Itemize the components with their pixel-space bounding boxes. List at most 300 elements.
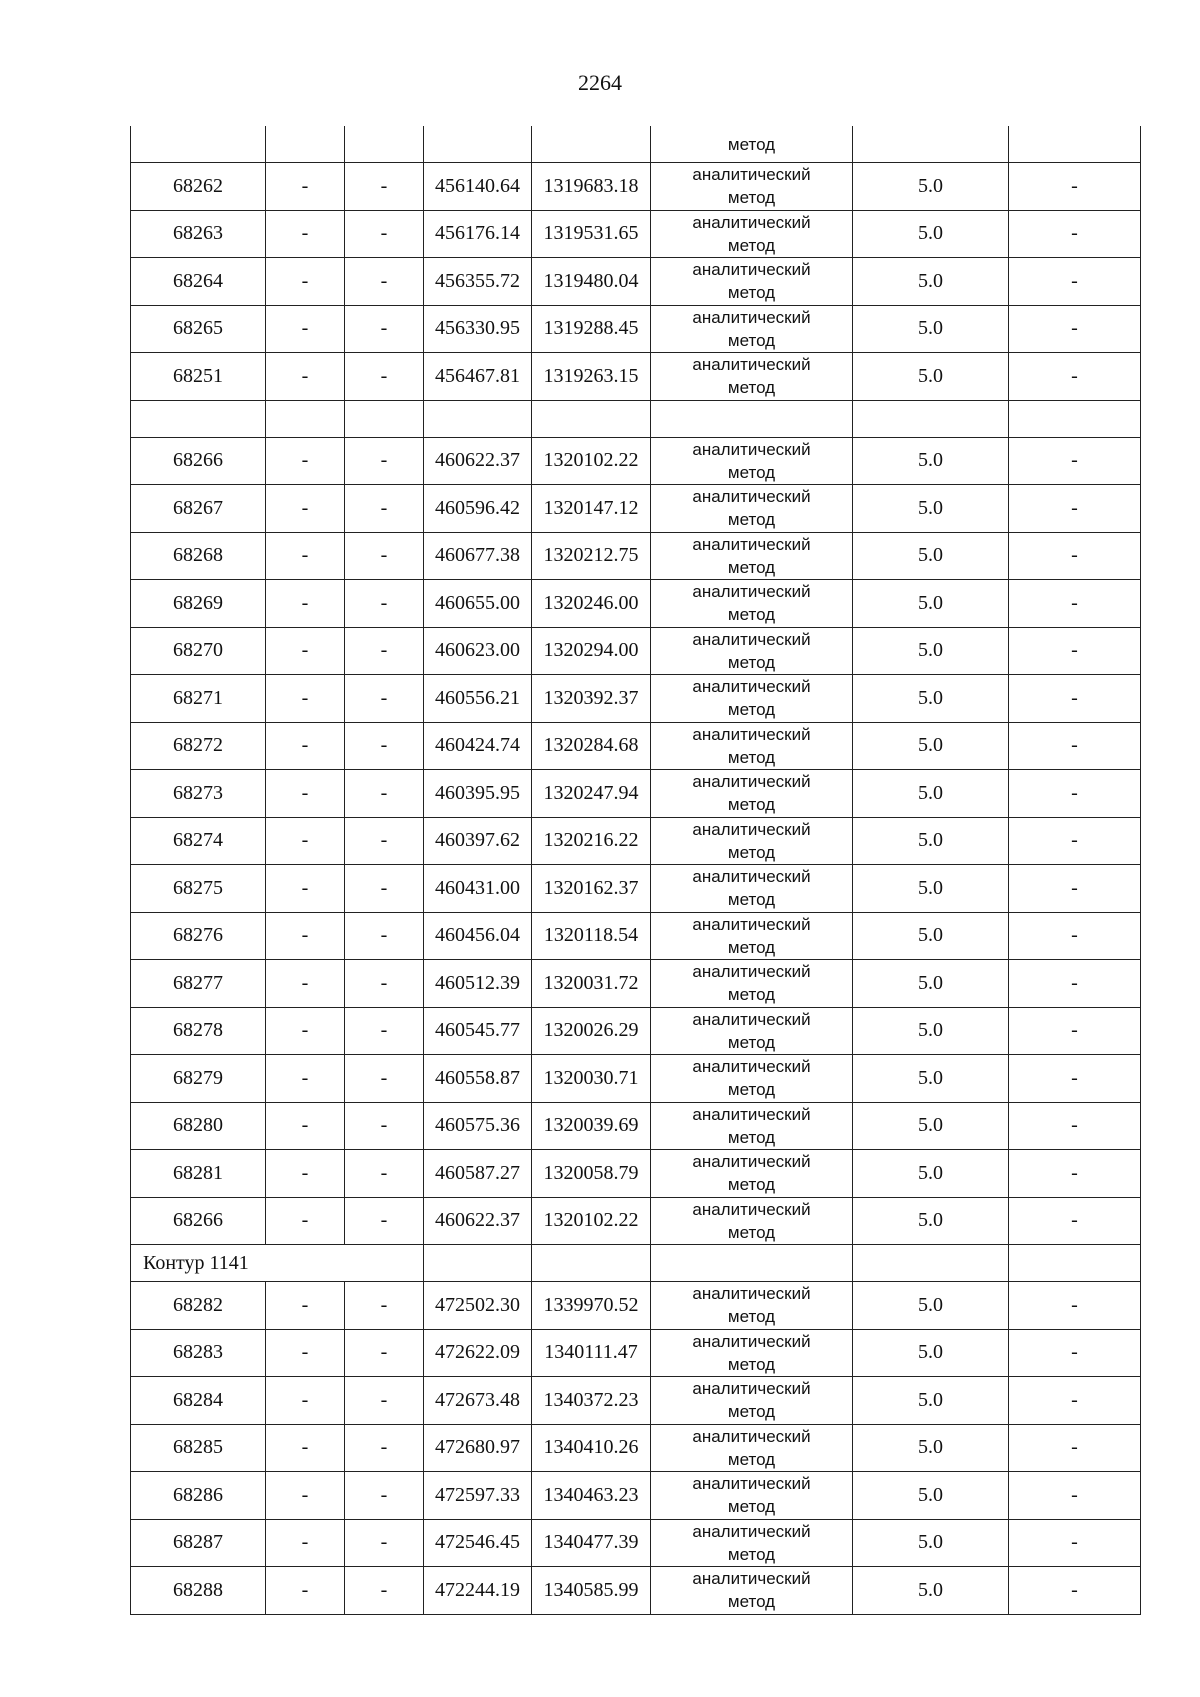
note-cell: - — [1009, 1424, 1141, 1472]
dash-cell: - — [266, 1424, 345, 1472]
x-coordinate-cell: 460512.39 — [424, 960, 532, 1008]
empty-cell — [266, 126, 345, 163]
empty-cell — [1009, 400, 1141, 437]
dash-cell: - — [345, 485, 424, 533]
dash-cell: - — [266, 485, 345, 533]
empty-cell — [345, 400, 424, 437]
method-cell — [651, 485, 853, 533]
method-line-2: метод — [727, 890, 776, 910]
dash-cell: - — [345, 912, 424, 960]
method-line-1: аналитический — [692, 1152, 811, 1172]
table-row — [131, 1329, 1141, 1377]
note-cell: - — [1009, 1197, 1141, 1245]
point-number-cell: 68278 — [131, 1007, 266, 1055]
method-cell — [651, 437, 853, 485]
empty-cell — [651, 1245, 853, 1282]
x-coordinate-cell: 472502.30 — [424, 1282, 532, 1330]
dash-cell: - — [266, 437, 345, 485]
dash-cell: - — [266, 627, 345, 675]
method-cell — [651, 1424, 853, 1472]
dash-cell: - — [266, 1377, 345, 1425]
method-line-2: метод — [727, 747, 776, 767]
table-row — [131, 580, 1141, 628]
dash-cell: - — [345, 1197, 424, 1245]
y-coordinate-cell: 1339970.52 — [532, 1282, 651, 1330]
note-cell: - — [1009, 865, 1141, 913]
dash-cell: - — [266, 960, 345, 1008]
x-coordinate-cell: 456176.14 — [424, 210, 532, 258]
dash-cell: - — [266, 258, 345, 306]
point-number-cell: 68265 — [131, 305, 266, 353]
method-line-1: аналитический — [692, 724, 811, 744]
note-cell: - — [1009, 770, 1141, 818]
x-coordinate-cell: 460596.42 — [424, 485, 532, 533]
empty-cell — [266, 400, 345, 437]
method-line-2: метод — [727, 1032, 776, 1052]
point-number-cell: 68287 — [131, 1519, 266, 1567]
point-number-cell: 68282 — [131, 1282, 266, 1330]
y-coordinate-cell: 1340585.99 — [532, 1567, 651, 1615]
dash-cell: - — [345, 1519, 424, 1567]
note-cell: - — [1009, 532, 1141, 580]
method-cell — [651, 1377, 853, 1425]
method-line-2: метод — [727, 605, 776, 625]
method-cell — [651, 722, 853, 770]
method-cell — [651, 353, 853, 401]
note-cell: - — [1009, 1007, 1141, 1055]
empty-cell — [345, 126, 424, 163]
x-coordinate-cell: 472244.19 — [424, 1567, 532, 1615]
empty-cell — [651, 400, 853, 437]
method-line-1: аналитический — [692, 165, 811, 185]
method-line-2: метод — [727, 842, 776, 862]
note-cell: - — [1009, 1102, 1141, 1150]
accuracy-cell: 5.0 — [853, 580, 1009, 628]
dash-cell: - — [266, 675, 345, 723]
accuracy-cell: 5.0 — [853, 353, 1009, 401]
method-cell — [651, 210, 853, 258]
method-line-2: метод — [727, 1080, 776, 1100]
method-line-2: метод — [727, 700, 776, 720]
y-coordinate-cell: 1340463.23 — [532, 1472, 651, 1520]
y-coordinate-cell: 1320392.37 — [532, 675, 651, 723]
point-number-cell: 68251 — [131, 353, 266, 401]
method-cell — [651, 1472, 853, 1520]
table-row — [131, 1150, 1141, 1198]
y-coordinate-cell: 1320058.79 — [532, 1150, 651, 1198]
method-line-1: аналитический — [692, 307, 811, 327]
x-coordinate-cell: 456355.72 — [424, 258, 532, 306]
accuracy-cell: 5.0 — [853, 1519, 1009, 1567]
y-coordinate-cell: 1340111.47 — [532, 1329, 651, 1377]
x-coordinate-cell: 460677.38 — [424, 532, 532, 580]
x-coordinate-cell: 456467.81 — [424, 353, 532, 401]
dash-cell: - — [266, 1472, 345, 1520]
x-coordinate-cell: 460558.87 — [424, 1055, 532, 1103]
note-cell: - — [1009, 580, 1141, 628]
table-row — [131, 817, 1141, 865]
dash-cell: - — [345, 1007, 424, 1055]
method-line-2: метод — [727, 1544, 776, 1564]
point-number-cell: 68281 — [131, 1150, 266, 1198]
table-row — [131, 960, 1141, 1008]
y-coordinate-cell: 1320102.22 — [532, 1197, 651, 1245]
method-cell — [651, 1329, 853, 1377]
contour-header-row — [131, 1245, 1141, 1282]
method-line-2: метод — [727, 795, 776, 815]
method-line-1: аналитический — [692, 1569, 811, 1589]
method-cell — [651, 627, 853, 675]
dash-cell: - — [345, 1377, 424, 1425]
point-number-cell: 68276 — [131, 912, 266, 960]
method-line-1: аналитический — [692, 1426, 811, 1446]
dash-cell: - — [345, 1472, 424, 1520]
y-coordinate-cell: 1320212.75 — [532, 532, 651, 580]
table-row — [131, 258, 1141, 306]
method-cell — [651, 258, 853, 306]
accuracy-cell: 5.0 — [853, 865, 1009, 913]
accuracy-cell: 5.0 — [853, 1102, 1009, 1150]
y-coordinate-cell: 1319263.15 — [532, 353, 651, 401]
table-row — [131, 1377, 1141, 1425]
contour-label: Контур 1141 — [131, 1245, 424, 1282]
method-cell — [651, 865, 853, 913]
dash-cell: - — [266, 353, 345, 401]
y-coordinate-cell: 1320162.37 — [532, 865, 651, 913]
accuracy-cell: 5.0 — [853, 163, 1009, 211]
method-cell — [651, 1007, 853, 1055]
table-row — [131, 1519, 1141, 1567]
dash-cell: - — [345, 627, 424, 675]
dash-cell: - — [345, 1329, 424, 1377]
x-coordinate-cell: 460622.37 — [424, 1197, 532, 1245]
x-coordinate-cell: 460622.37 — [424, 437, 532, 485]
accuracy-cell: 5.0 — [853, 437, 1009, 485]
dash-cell: - — [266, 1197, 345, 1245]
note-cell: - — [1009, 163, 1141, 211]
method-line-1: аналитический — [692, 1284, 811, 1304]
note-cell: - — [1009, 817, 1141, 865]
dash-cell: - — [266, 912, 345, 960]
x-coordinate-cell: 460545.77 — [424, 1007, 532, 1055]
x-coordinate-cell: 460623.00 — [424, 627, 532, 675]
dash-cell: - — [345, 960, 424, 1008]
method-line-2: метод — [727, 985, 776, 1005]
x-coordinate-cell: 456140.64 — [424, 163, 532, 211]
dash-cell: - — [266, 1329, 345, 1377]
method-line-1: аналитический — [692, 582, 811, 602]
method-line-2: метод — [727, 1127, 776, 1147]
empty-cell — [424, 1245, 532, 1282]
method-line-2: метод — [727, 1222, 776, 1242]
method-line-2: метод — [727, 1307, 776, 1327]
x-coordinate-cell: 472673.48 — [424, 1377, 532, 1425]
x-coordinate-cell: 460431.00 — [424, 865, 532, 913]
empty-cell — [131, 126, 266, 163]
y-coordinate-cell: 1320026.29 — [532, 1007, 651, 1055]
method-cell — [651, 1102, 853, 1150]
page-number: 2264 — [578, 70, 622, 95]
separator-row — [131, 400, 1141, 437]
x-coordinate-cell: 460655.00 — [424, 580, 532, 628]
method-line-2: метод — [727, 510, 776, 530]
y-coordinate-cell: 1320294.00 — [532, 627, 651, 675]
empty-cell — [853, 1245, 1009, 1282]
method-line-2: метод — [727, 462, 776, 482]
dash-cell: - — [345, 305, 424, 353]
method-line-1: аналитический — [692, 1379, 811, 1399]
point-number-cell: 68277 — [131, 960, 266, 1008]
method-line-1: аналитический — [692, 534, 811, 554]
accuracy-cell: 5.0 — [853, 1007, 1009, 1055]
method-cell — [651, 770, 853, 818]
accuracy-cell: 5.0 — [853, 722, 1009, 770]
point-number-cell: 68262 — [131, 163, 266, 211]
table-row — [131, 912, 1141, 960]
dash-cell: - — [345, 258, 424, 306]
method-cell — [651, 960, 853, 1008]
note-cell: - — [1009, 675, 1141, 723]
accuracy-cell: 5.0 — [853, 1472, 1009, 1520]
table-row — [131, 1102, 1141, 1150]
dash-cell: - — [345, 675, 424, 723]
method-line-2: метод — [727, 1354, 776, 1374]
y-coordinate-cell: 1340410.26 — [532, 1424, 651, 1472]
accuracy-cell: 5.0 — [853, 258, 1009, 306]
dash-cell: - — [266, 817, 345, 865]
y-coordinate-cell: 1319480.04 — [532, 258, 651, 306]
table-row — [131, 163, 1141, 211]
method-cell — [651, 1282, 853, 1330]
accuracy-cell: 5.0 — [853, 960, 1009, 1008]
y-coordinate-cell: 1319288.45 — [532, 305, 651, 353]
y-coordinate-cell: 1320246.00 — [532, 580, 651, 628]
dash-cell: - — [266, 865, 345, 913]
dash-cell: - — [266, 722, 345, 770]
method-line-1: аналитический — [692, 1104, 811, 1124]
note-cell: - — [1009, 305, 1141, 353]
method-line-1: аналитический — [692, 1331, 811, 1351]
continuation-row — [131, 126, 1141, 163]
table-row — [131, 1567, 1141, 1615]
table-row — [131, 1055, 1141, 1103]
method-cell — [651, 163, 853, 211]
empty-cell — [1009, 1245, 1141, 1282]
y-coordinate-cell: 1319531.65 — [532, 210, 651, 258]
method-cell — [651, 912, 853, 960]
method-line-1: аналитический — [692, 1009, 811, 1029]
table-row — [131, 437, 1141, 485]
method-line-1: аналитический — [692, 1199, 811, 1219]
note-cell: - — [1009, 437, 1141, 485]
point-number-cell: 68264 — [131, 258, 266, 306]
method-cell — [651, 817, 853, 865]
empty-cell — [532, 126, 651, 163]
empty-cell — [131, 400, 266, 437]
point-number-cell: 68285 — [131, 1424, 266, 1472]
dash-cell: - — [266, 1150, 345, 1198]
table-row — [131, 1424, 1141, 1472]
table-row — [131, 1007, 1141, 1055]
table-row — [131, 627, 1141, 675]
note-cell: - — [1009, 1055, 1141, 1103]
dash-cell: - — [266, 163, 345, 211]
dash-cell: - — [266, 305, 345, 353]
dash-cell: - — [345, 1150, 424, 1198]
table-row — [131, 305, 1141, 353]
empty-cell — [1009, 126, 1141, 163]
point-number-cell: 68283 — [131, 1329, 266, 1377]
table-row — [131, 485, 1141, 533]
dash-cell: - — [266, 770, 345, 818]
method-line-2: метод — [727, 378, 776, 398]
method-cell — [651, 1519, 853, 1567]
method-line-1: аналитический — [692, 629, 811, 649]
method-line-1: аналитический — [692, 1057, 811, 1077]
accuracy-cell: 5.0 — [853, 1567, 1009, 1615]
dash-cell: - — [345, 163, 424, 211]
note-cell: - — [1009, 210, 1141, 258]
point-number-cell: 68270 — [131, 627, 266, 675]
empty-cell — [424, 400, 532, 437]
note-cell: - — [1009, 1150, 1141, 1198]
table-row — [131, 1197, 1141, 1245]
table-row — [131, 532, 1141, 580]
method-line-1: аналитический — [692, 867, 811, 887]
point-number-cell: 68286 — [131, 1472, 266, 1520]
x-coordinate-cell: 472597.33 — [424, 1472, 532, 1520]
dash-cell: - — [345, 437, 424, 485]
note-cell: - — [1009, 258, 1141, 306]
x-coordinate-cell: 472546.45 — [424, 1519, 532, 1567]
y-coordinate-cell: 1320102.22 — [532, 437, 651, 485]
y-coordinate-cell: 1340477.39 — [532, 1519, 651, 1567]
accuracy-cell: 5.0 — [853, 912, 1009, 960]
method-line-1: аналитический — [692, 677, 811, 697]
accuracy-cell: 5.0 — [853, 627, 1009, 675]
dash-cell: - — [345, 353, 424, 401]
x-coordinate-cell: 460575.36 — [424, 1102, 532, 1150]
x-coordinate-cell: 460424.74 — [424, 722, 532, 770]
accuracy-cell: 5.0 — [853, 1424, 1009, 1472]
dash-cell: - — [345, 532, 424, 580]
x-coordinate-cell: 460395.95 — [424, 770, 532, 818]
method-line-1: аналитический — [692, 487, 811, 507]
note-cell: - — [1009, 1377, 1141, 1425]
point-number-cell: 68272 — [131, 722, 266, 770]
accuracy-cell: 5.0 — [853, 1282, 1009, 1330]
x-coordinate-cell: 460456.04 — [424, 912, 532, 960]
note-cell: - — [1009, 960, 1141, 1008]
accuracy-cell: 5.0 — [853, 817, 1009, 865]
point-number-cell: 68269 — [131, 580, 266, 628]
y-coordinate-cell: 1320216.22 — [532, 817, 651, 865]
note-cell: - — [1009, 912, 1141, 960]
note-cell: - — [1009, 1567, 1141, 1615]
x-coordinate-cell: 456330.95 — [424, 305, 532, 353]
accuracy-cell: 5.0 — [853, 1377, 1009, 1425]
dash-cell: - — [345, 1282, 424, 1330]
method-cell — [651, 305, 853, 353]
dash-cell: - — [345, 722, 424, 770]
note-cell: - — [1009, 1282, 1141, 1330]
dash-cell: - — [345, 770, 424, 818]
table-row — [131, 1282, 1141, 1330]
table-row — [131, 770, 1141, 818]
dash-cell: - — [266, 580, 345, 628]
note-cell: - — [1009, 627, 1141, 675]
y-coordinate-cell: 1320247.94 — [532, 770, 651, 818]
method-line-2: метод — [727, 235, 776, 255]
point-number-cell: 68267 — [131, 485, 266, 533]
y-coordinate-cell: 1319683.18 — [532, 163, 651, 211]
y-coordinate-cell: 1320031.72 — [532, 960, 651, 1008]
dash-cell: - — [345, 1567, 424, 1615]
accuracy-cell: 5.0 — [853, 675, 1009, 723]
table-row — [131, 353, 1141, 401]
method-line-1: аналитический — [692, 212, 811, 232]
method-line-1: аналитический — [692, 1474, 811, 1494]
method-cell — [651, 1567, 853, 1615]
empty-cell — [853, 400, 1009, 437]
accuracy-cell: 5.0 — [853, 210, 1009, 258]
dash-cell: - — [266, 1519, 345, 1567]
dash-cell: - — [266, 1055, 345, 1103]
method-cell — [651, 580, 853, 628]
dash-cell: - — [266, 1007, 345, 1055]
method-line-2: метод — [727, 188, 776, 208]
point-number-cell: 68275 — [131, 865, 266, 913]
x-coordinate-cell: 460397.62 — [424, 817, 532, 865]
y-coordinate-cell: 1340372.23 — [532, 1377, 651, 1425]
method-cell — [651, 1055, 853, 1103]
point-number-cell: 68266 — [131, 437, 266, 485]
method-line-1: аналитический — [692, 772, 811, 792]
dash-cell: - — [266, 1102, 345, 1150]
x-coordinate-cell: 472622.09 — [424, 1329, 532, 1377]
note-cell: - — [1009, 1519, 1141, 1567]
method-line-1: аналитический — [692, 914, 811, 934]
point-number-cell: 68284 — [131, 1377, 266, 1425]
point-number-cell: 68273 — [131, 770, 266, 818]
method-line-1: аналитический — [692, 439, 811, 459]
method-line-2: метод — [727, 1175, 776, 1195]
note-cell: - — [1009, 353, 1141, 401]
note-cell: - — [1009, 722, 1141, 770]
method-cell — [651, 675, 853, 723]
method-line-1: аналитический — [692, 1521, 811, 1541]
method-line-2: метод — [727, 557, 776, 577]
accuracy-cell: 5.0 — [853, 485, 1009, 533]
method-line-2: метод — [727, 1497, 776, 1517]
dash-cell: - — [266, 532, 345, 580]
accuracy-cell: 5.0 — [853, 532, 1009, 580]
method-line-2: метод — [727, 937, 776, 957]
coordinates-table — [130, 126, 1141, 1615]
y-coordinate-cell: 1320039.69 — [532, 1102, 651, 1150]
method-line-2: метод — [727, 652, 776, 672]
point-number-cell: 68268 — [131, 532, 266, 580]
point-number-cell: 68274 — [131, 817, 266, 865]
y-coordinate-cell: 1320284.68 — [532, 722, 651, 770]
accuracy-cell: 5.0 — [853, 1329, 1009, 1377]
empty-cell — [532, 400, 651, 437]
method-line-1: аналитический — [692, 962, 811, 982]
method-cell — [651, 532, 853, 580]
table-row — [131, 865, 1141, 913]
method-line-2: метод — [727, 283, 776, 303]
dash-cell: - — [266, 1567, 345, 1615]
